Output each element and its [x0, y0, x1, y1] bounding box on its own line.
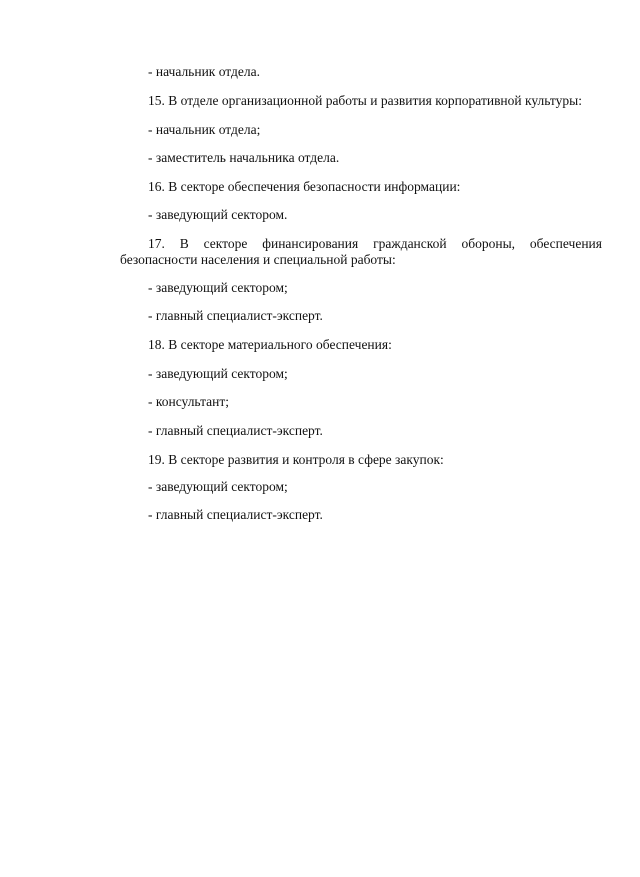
- position-item: - начальник отдела;: [148, 122, 261, 137]
- section-heading-15: 15. В отделе организационной работы и развития корпоративной культуры:: [148, 93, 582, 108]
- position-item: - главный специалист-эксперт.: [148, 308, 323, 323]
- position-item: - заведующий сектором;: [148, 366, 288, 381]
- position-item: - заведующий сектором.: [148, 207, 288, 222]
- position-item: - консультант;: [148, 394, 229, 409]
- section-heading-16: 16. В секторе обеспечения безопасности информации:: [148, 179, 461, 194]
- section-heading-17: [120, 236, 602, 268]
- position-item: - заведующий сектором;: [148, 479, 288, 494]
- section-heading-19: 19. В секторе развития и контроля в сфере закупок:: [148, 452, 444, 467]
- position-item: - заведующий сектором;: [148, 280, 288, 295]
- position-item: - главный специалист-эксперт.: [148, 507, 323, 522]
- section-heading-17-line-1: 17. В секторе финансирования гражданской обороны, обеспечения: [148, 236, 602, 251]
- section-heading-17-line-2: безопасности населения и специальной работы:: [120, 252, 396, 267]
- position-item: - заместитель начальника отдела.: [148, 150, 340, 165]
- section-heading-18: 18. В секторе материального обеспечения:: [148, 337, 392, 352]
- position-item: - главный специалист-эксперт.: [148, 423, 323, 438]
- position-item: - начальник отдела.: [148, 64, 260, 79]
